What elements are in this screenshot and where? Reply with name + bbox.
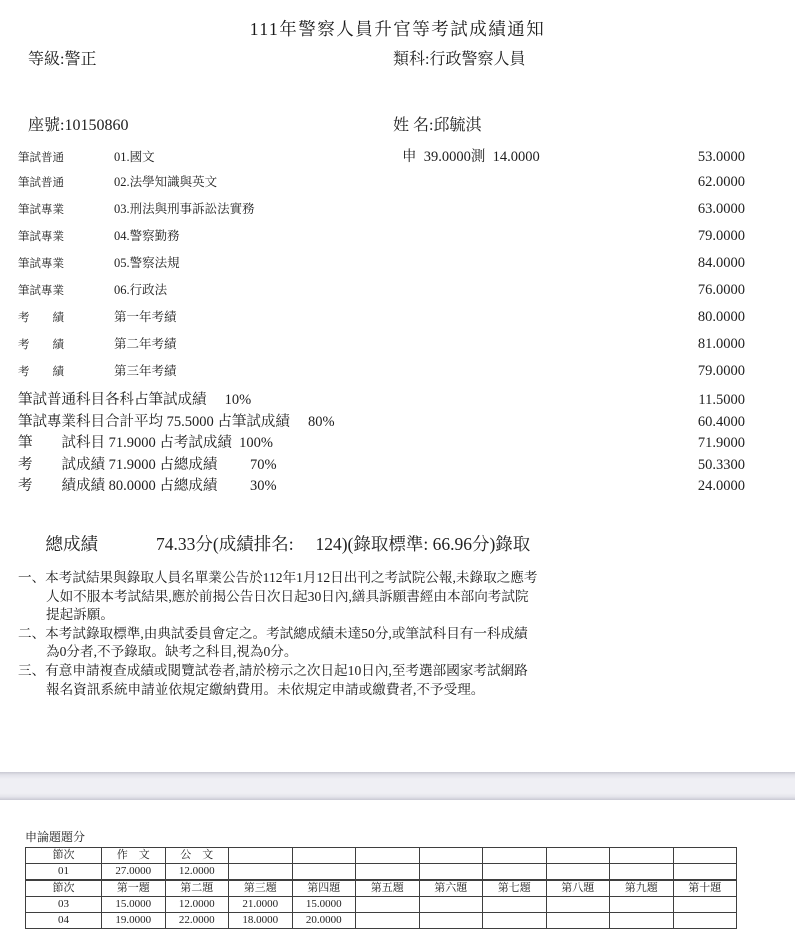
essay-table-cell [229, 864, 293, 881]
subject-name: 第二年考績 [114, 337, 177, 351]
subject-category: 考 績 [18, 366, 64, 378]
subject-name: 第三年考績 [114, 364, 177, 378]
essay-table-cell: 第四題 [292, 880, 356, 897]
score-row [0, 334, 795, 361]
subject-category: 考 績 [18, 312, 64, 324]
summary-text: 筆試普通科目各科占筆試成績 10% [18, 392, 252, 408]
page-separator [0, 772, 795, 800]
subject-score: 62.0000 [697, 174, 745, 190]
essay-table-cell: 第八題 [546, 880, 610, 897]
remark-line: 二、本考試錄取標準,由典試委員會定之。考試總成績未達50分,或筆試科目有一科成績 [18, 625, 528, 641]
remark-line: 提起訴願。 [46, 607, 114, 623]
summary-score: 60.4000 [697, 413, 745, 430]
subject-score-list [0, 145, 795, 388]
essay-table-cell [610, 913, 674, 929]
remark-line: 三、有意申請複查成績或閱覽試卷者,請於榜示之次日起10日內,至考選部國家考試網路 [18, 662, 528, 678]
essay-table-cell: 第七題 [483, 880, 547, 897]
grade-category-row [0, 46, 795, 70]
essay-table-cell [419, 897, 483, 913]
essay-table-cell [483, 913, 547, 929]
essay-table-header-row [26, 848, 737, 864]
category-label: 類科:行政警察人員 [393, 51, 526, 68]
subject-category: 筆試普通 [18, 152, 64, 164]
subject-category: 筆試專業 [18, 258, 64, 270]
essay-table-data-row [26, 897, 737, 913]
essay-table-cell: 節次 [26, 848, 102, 864]
essay-table-data-row [26, 864, 737, 881]
essay-table-cell [546, 848, 610, 864]
subject-score: 53.0000 [697, 149, 745, 165]
examinee-name: 姓 名:邱毓淇 [393, 117, 482, 134]
essay-table-cell [673, 897, 737, 913]
essay-table-data-row [26, 913, 737, 929]
subject-score: 63.0000 [697, 201, 745, 217]
essay-table-caption: 申論題題分 [25, 830, 86, 844]
summary-row [0, 431, 795, 453]
essay-table-cell: 15.0000 [292, 897, 356, 913]
page-title: 111年警察人員升官等考試成績通知 [249, 19, 546, 39]
essay-table-cell [546, 913, 610, 929]
subject-category: 筆試普通 [18, 177, 64, 189]
essay-table-cell: 公 文 [165, 848, 229, 864]
summary-score: 24.0000 [697, 478, 745, 495]
summary-row [0, 388, 795, 410]
subject-score: 81.0000 [697, 336, 745, 352]
essay-table-cell: 03 [26, 897, 102, 913]
essay-table-cell: 12.0000 [165, 897, 229, 913]
summary-text: 筆試專業科目合計平均 75.5000 占筆試成績 80% [18, 413, 335, 430]
score-row [0, 172, 795, 199]
essay-table-cell: 第十題 [673, 880, 737, 897]
notice-remarks [0, 569, 795, 699]
essay-table-cell [419, 848, 483, 864]
essay-table-cell: 18.0000 [229, 913, 293, 929]
essay-table-cell [610, 897, 674, 913]
essay-table-cell [292, 848, 356, 864]
subject-name: 06.行政法 [114, 283, 168, 297]
subject-score: 80.0000 [697, 309, 745, 325]
score-row [0, 145, 795, 172]
essay-table-cell [356, 897, 420, 913]
essay-table-cell [229, 848, 293, 864]
score-summary-list [0, 388, 795, 496]
essay-table-cell: 作 文 [102, 848, 166, 864]
subject-category: 考 績 [18, 339, 64, 351]
essay-table-cell: 22.0000 [165, 913, 229, 929]
essay-table-cell [356, 864, 420, 881]
essay-table-cell: 20.0000 [292, 913, 356, 929]
essay-score-table [25, 847, 737, 929]
essay-table-cell [673, 848, 737, 864]
subject-score: 79.0000 [697, 228, 745, 244]
summary-score: 71.9000 [697, 435, 745, 452]
subject-subscores: 申 39.0000測 14.0000 [402, 149, 540, 165]
summary-score: 11.5000 [698, 392, 745, 408]
subject-category: 筆試專業 [18, 204, 64, 216]
essay-table-cell [419, 913, 483, 929]
essay-table-cell [483, 864, 547, 881]
essay-table-cell [483, 848, 547, 864]
summary-text: 考 績成績 80.0000 占總成績 30% [18, 478, 277, 495]
subject-score: 79.0000 [697, 363, 745, 379]
essay-table-cell [292, 864, 356, 881]
seat-number: 座號:10150860 [28, 117, 129, 134]
remark-line: 一、本考試結果與錄取人員名單業公告於112年1月12日出刊之考試院公報,未錄取之應考 [18, 569, 538, 585]
remark-line: 人如不服本考試結果,應於前揭公告日次日起30日內,繕具訴願書經由本部向考試院 [46, 588, 529, 604]
essay-table-cell [419, 864, 483, 881]
total-score-value: 74.33分(成績排名: 124)(錄取標準: 66.96分)錄取 [156, 533, 531, 554]
essay-table-cell: 12.0000 [165, 864, 229, 881]
summary-row [0, 453, 795, 475]
subject-name: 第一年考績 [114, 310, 177, 324]
essay-table-cell: 第一題 [102, 880, 166, 897]
subject-score: 76.0000 [697, 282, 745, 298]
essay-table-cell: 04 [26, 913, 102, 929]
remark-line: 報名資訊系統申請並依規定繳納費用。未依規定申請或繳費者,不予受理。 [46, 681, 485, 697]
subject-category: 筆試專業 [18, 231, 64, 243]
subject-score: 84.0000 [697, 255, 745, 271]
essay-table-cell: 第三題 [229, 880, 293, 897]
essay-table-cell: 01 [26, 864, 102, 881]
total-score-label: 總成績 [45, 533, 98, 554]
essay-table-cell: 第二題 [165, 880, 229, 897]
seat-name-row [0, 112, 795, 136]
essay-table-cell [546, 864, 610, 881]
essay-table-cell [673, 913, 737, 929]
score-row [0, 253, 795, 280]
score-row [0, 199, 795, 226]
essay-table-header-row [26, 880, 737, 897]
remark-line: 為0分者,不予錄取。缺考之科目,視為0分。 [46, 644, 298, 660]
essay-table-cell: 第五題 [356, 880, 420, 897]
essay-table-cell [610, 848, 674, 864]
essay-table-cell: 15.0000 [102, 897, 166, 913]
summary-score: 50.3300 [697, 456, 745, 473]
essay-table-cell: 第六題 [419, 880, 483, 897]
essay-table-cell: 19.0000 [102, 913, 166, 929]
score-row [0, 226, 795, 253]
essay-table-cell [483, 897, 547, 913]
essay-table-cell [546, 897, 610, 913]
essay-table-cell: 節次 [26, 880, 102, 897]
essay-table-cell [356, 913, 420, 929]
subject-category: 筆試專業 [18, 285, 64, 297]
summary-row [0, 474, 795, 496]
summary-row [0, 410, 795, 432]
subject-name: 02.法學知識與英文 [114, 175, 218, 189]
essay-table-cell: 第九題 [610, 880, 674, 897]
score-row [0, 307, 795, 334]
essay-table-cell [356, 848, 420, 864]
summary-text: 筆 試科目 71.9000 占考試成績 100% [18, 435, 273, 452]
essay-score-page [0, 800, 795, 936]
subject-name: 04.警察勤務 [114, 229, 180, 243]
essay-table-cell: 27.0000 [102, 864, 166, 881]
essay-table-cell [610, 864, 674, 881]
subject-name: 05.警察法規 [114, 256, 180, 270]
subject-name: 03.刑法與刑事訴訟法實務 [114, 202, 255, 216]
total-score-line [0, 510, 795, 554]
grade-label: 等級:警正 [28, 51, 97, 68]
essay-table-cell: 21.0000 [229, 897, 293, 913]
score-row [0, 361, 795, 388]
score-row [0, 280, 795, 307]
subject-name: 01.國文 [114, 150, 155, 164]
summary-text: 考 試成績 71.9000 占總成績 70% [18, 456, 277, 473]
essay-table-cell [673, 864, 737, 881]
